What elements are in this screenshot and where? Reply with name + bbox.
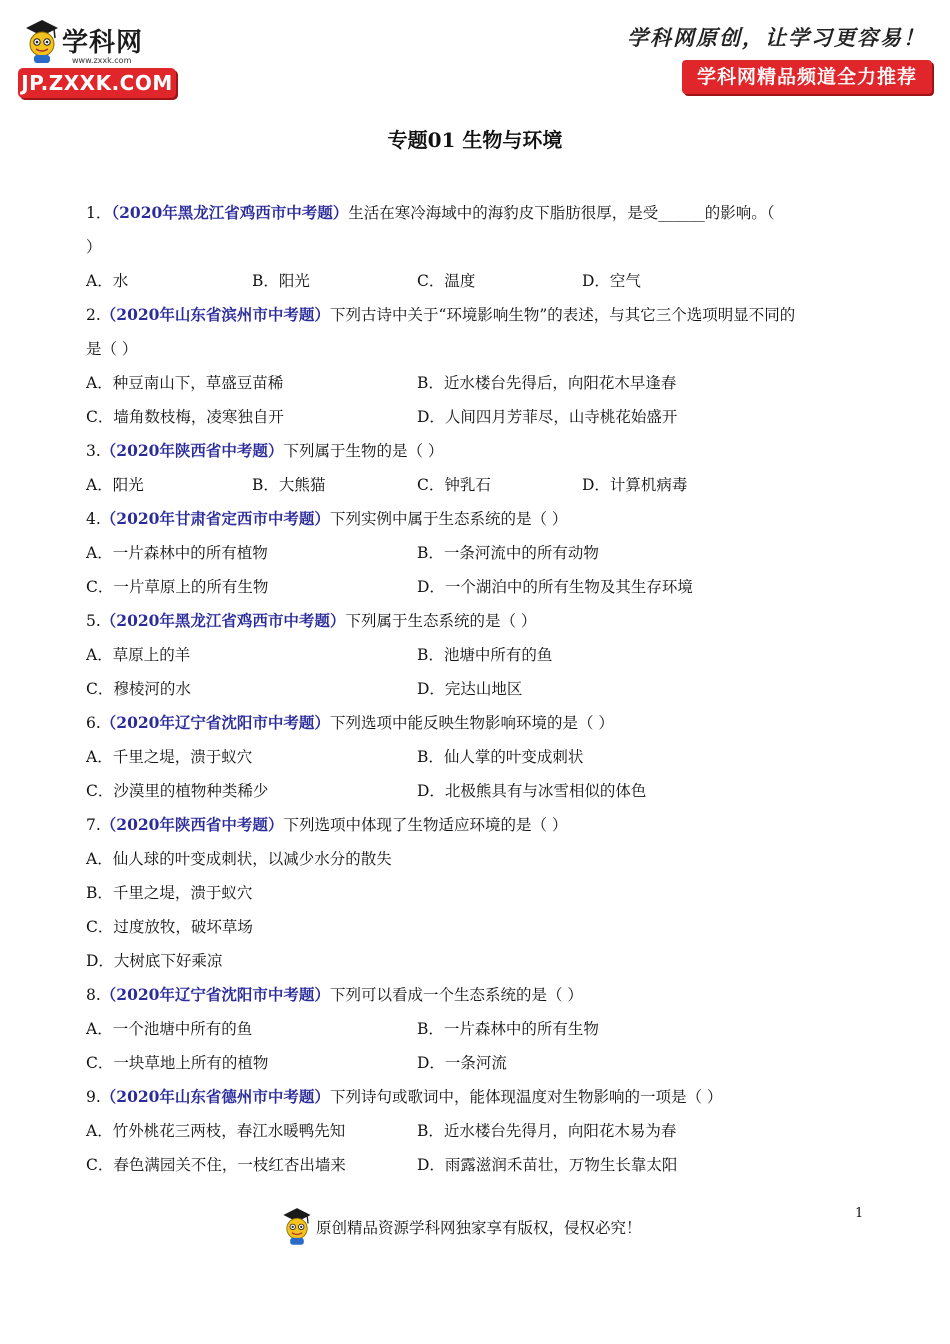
answer-option[interactable]: D．计算机病毒 bbox=[582, 476, 688, 494]
option-row bbox=[86, 944, 864, 978]
question-number: 5. bbox=[86, 612, 101, 630]
answer-option[interactable]: A．一个池塘中所有的鱼 bbox=[86, 1020, 253, 1038]
page-number: 1 bbox=[855, 1206, 864, 1221]
answer-option[interactable]: D．大树底下好乘凉 bbox=[86, 952, 223, 970]
answer-option[interactable]: A．仙人球的叶变成刺状，以减少水分的散失 bbox=[86, 850, 392, 868]
answer-option[interactable]: B．大熊猫 bbox=[252, 476, 326, 494]
question-5 bbox=[86, 604, 864, 706]
answer-option[interactable]: D．空气 bbox=[582, 272, 641, 290]
question-number: 9. bbox=[86, 1088, 101, 1106]
answer-option[interactable]: D．完达山地区 bbox=[417, 680, 523, 698]
question-number: 4. bbox=[86, 510, 101, 528]
question-number: 1． bbox=[86, 204, 112, 222]
question-8 bbox=[86, 978, 864, 1080]
option-row bbox=[86, 1046, 864, 1080]
question-2 bbox=[86, 298, 864, 434]
option-row bbox=[86, 1148, 864, 1182]
question-source: （2020年黑龙江省鸡西市中考题） bbox=[100, 611, 346, 630]
answer-option[interactable]: B．近水楼台先得后，向阳花木早逢春 bbox=[417, 374, 677, 392]
question-9 bbox=[86, 1080, 864, 1182]
question-number: 2. bbox=[86, 306, 101, 324]
question-stem-line bbox=[86, 808, 864, 842]
question-number: 6. bbox=[86, 714, 101, 732]
answer-option[interactable]: C．过度放牧，破坏草场 bbox=[86, 918, 253, 936]
question-text: ） bbox=[86, 238, 102, 256]
site-logo[interactable] bbox=[18, 14, 188, 100]
answer-option[interactable]: B．一条河流中的所有动物 bbox=[417, 544, 599, 562]
answer-option[interactable]: A．一片森林中的所有植物 bbox=[86, 544, 268, 562]
slogan: 学科网原创，让学习更容易！ bbox=[627, 25, 926, 50]
question-text: 下列诗句或歌词中，能体现温度对生物影响的一项是（ ） bbox=[329, 1088, 723, 1106]
promo-banner: 学科网精品频道全力推荐 bbox=[682, 60, 932, 94]
question-source: （2020年陕西省中考题） bbox=[100, 441, 284, 460]
logo-badge: JP.ZXXK.COM bbox=[18, 68, 176, 98]
option-row bbox=[86, 366, 864, 400]
question-stem-line bbox=[86, 434, 864, 468]
question-source: （2020年山东省德州市中考题） bbox=[100, 1087, 330, 1106]
question-stem-line bbox=[86, 706, 864, 740]
question-text: 下列实例中属于生态系统的是（ ） bbox=[329, 510, 568, 528]
answer-option[interactable]: C．一块草地上所有的植物 bbox=[86, 1054, 269, 1072]
answer-option[interactable]: C．春色满园关不住，一枝红杏出墙来 bbox=[86, 1156, 346, 1174]
question-1 bbox=[86, 196, 864, 298]
option-row bbox=[86, 1012, 864, 1046]
answer-option[interactable]: C．穆棱河的水 bbox=[86, 680, 191, 698]
question-text: 下列选项中能反映生物影响环境的是（ ） bbox=[329, 714, 614, 732]
answer-option[interactable]: D．人间四月芳菲尽，山寺桃花始盛开 bbox=[417, 408, 678, 426]
option-row bbox=[86, 1114, 864, 1148]
logo-name: 学科网 bbox=[62, 28, 144, 58]
question-text: 是（ ） bbox=[86, 340, 138, 358]
option-row bbox=[86, 910, 864, 944]
question-text: 下列属于生态系统的是（ ） bbox=[345, 612, 537, 630]
question-text: 生活在寒冷海域中的海豹皮下脂肪很厚，是受______的影响。（ bbox=[348, 204, 775, 222]
copyright-text: 原创精品资源学科网独家享有版权，侵权必究！ bbox=[316, 1219, 642, 1237]
answer-option[interactable]: C．沙漠里的植物种类稀少 bbox=[86, 782, 269, 800]
option-row bbox=[86, 774, 864, 808]
logo-url: www.zxxk.com bbox=[72, 56, 132, 65]
question-stem-line bbox=[86, 332, 864, 366]
mascot-icon bbox=[280, 1206, 314, 1246]
option-row bbox=[86, 638, 864, 672]
question-text: 下列古诗中关于“环境影响生物”的表述，与其它三个选项明显不同的 bbox=[329, 306, 796, 324]
answer-option[interactable]: C．钟乳石 bbox=[417, 476, 491, 494]
question-number: 8. bbox=[86, 986, 101, 1004]
option-row bbox=[86, 264, 864, 298]
answer-option[interactable]: A．阳光 bbox=[86, 476, 144, 494]
document-title: 专题01 生物与环境 bbox=[387, 128, 563, 152]
answer-option[interactable]: D．雨露滋润禾苗壮，万物生长靠太阳 bbox=[417, 1156, 678, 1174]
header-promo[interactable] bbox=[627, 22, 932, 98]
option-row bbox=[86, 876, 864, 910]
question-7 bbox=[86, 808, 864, 978]
option-row bbox=[86, 536, 864, 570]
answer-option[interactable]: B．一片森林中的所有生物 bbox=[417, 1020, 599, 1038]
question-stem-line bbox=[86, 1080, 864, 1114]
question-3 bbox=[86, 434, 864, 502]
question-stem-line bbox=[86, 502, 864, 536]
answer-option[interactable]: D．北极熊具有与冰雪相似的体色 bbox=[417, 782, 647, 800]
question-text: 下列可以看成一个生态系统的是（ ） bbox=[329, 986, 583, 1004]
answer-option[interactable]: B．千里之堤，溃于蚁穴 bbox=[86, 884, 253, 902]
question-number: 3. bbox=[86, 442, 101, 460]
option-row bbox=[86, 570, 864, 604]
question-source: （2020年陕西省中考题） bbox=[100, 815, 284, 834]
question-text: 下列属于生物的是（ ） bbox=[283, 442, 444, 460]
question-source: （2020年甘肃省定西市中考题） bbox=[100, 509, 330, 528]
answer-option[interactable]: D．一个湖泊中的所有生物及其生存环境 bbox=[417, 578, 693, 596]
option-row bbox=[86, 468, 864, 502]
answer-option[interactable]: B．仙人掌的叶变成刺状 bbox=[417, 748, 584, 766]
option-row bbox=[86, 672, 864, 706]
question-source: （2020年辽宁省沈阳市中考题） bbox=[100, 985, 330, 1004]
answer-option[interactable]: D．一条河流 bbox=[417, 1054, 507, 1072]
option-row bbox=[86, 400, 864, 434]
answer-option[interactable]: A．千里之堤，溃于蚁穴 bbox=[86, 748, 253, 766]
question-source: （2020年辽宁省沈阳市中考题） bbox=[100, 713, 330, 732]
question-4 bbox=[86, 502, 864, 604]
answer-option[interactable]: A．种豆南山下，草盛豆苗稀 bbox=[86, 374, 284, 392]
question-stem-line bbox=[86, 230, 864, 264]
answer-option[interactable]: B．池塘中所有的鱼 bbox=[417, 646, 553, 664]
mascot-icon bbox=[22, 18, 62, 64]
option-row bbox=[86, 842, 864, 876]
question-stem-line bbox=[86, 196, 864, 230]
question-stem-line bbox=[86, 298, 864, 332]
question-stem-line bbox=[86, 978, 864, 1012]
answer-option[interactable]: B．阳光 bbox=[252, 272, 310, 290]
question-list bbox=[86, 196, 864, 1182]
answer-option[interactable]: A．草原上的羊 bbox=[86, 646, 191, 664]
option-row bbox=[86, 740, 864, 774]
footer bbox=[0, 1206, 950, 1246]
question-source: （2020年山东省滨州市中考题） bbox=[100, 305, 330, 324]
question-stem-line bbox=[86, 604, 864, 638]
question-source: （2020年黑龙江省鸡西市中考题） bbox=[111, 203, 349, 222]
question-6 bbox=[86, 706, 864, 808]
answer-option[interactable]: A．水 bbox=[86, 272, 129, 290]
answer-option[interactable]: C．温度 bbox=[417, 272, 476, 290]
question-text: 下列选项中体现了生物适应环境的是（ ） bbox=[283, 816, 568, 834]
answer-option[interactable]: A．竹外桃花三两枝，春江水暖鸭先知 bbox=[86, 1122, 346, 1140]
answer-option[interactable]: B．近水楼台先得月，向阳花木易为春 bbox=[417, 1122, 677, 1140]
question-number: 7. bbox=[86, 816, 101, 834]
answer-option[interactable]: C．墙角数枝梅，凌寒独自开 bbox=[86, 408, 284, 426]
answer-option[interactable]: C．一片草原上的所有生物 bbox=[86, 578, 269, 596]
